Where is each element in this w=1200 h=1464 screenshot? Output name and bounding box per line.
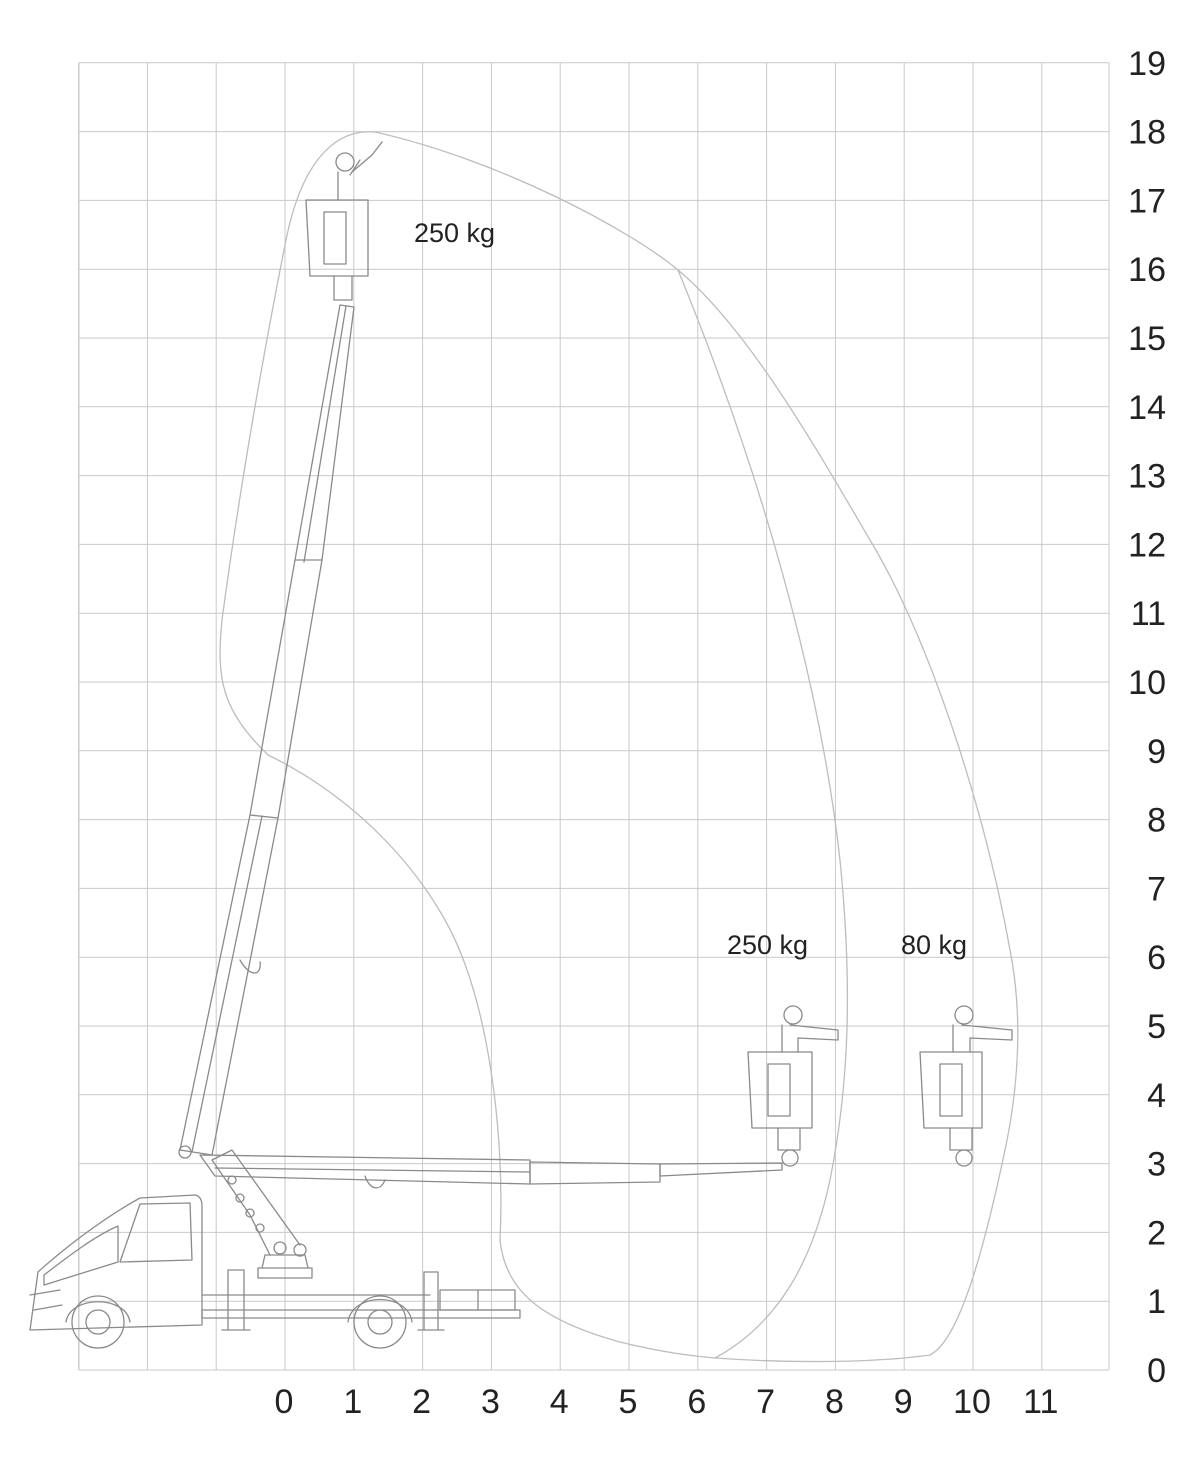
x-tick-label: 7 [756, 1383, 776, 1421]
x-tick-label: 6 [687, 1383, 707, 1421]
x-tick-label: 9 [893, 1383, 913, 1421]
outer-basket-group [920, 1006, 1012, 1166]
x-tick-label: 8 [824, 1383, 844, 1421]
x-tick-label: 4 [549, 1383, 569, 1421]
y-tick-label: 11 [1130, 595, 1166, 634]
y-tick-label: 0 [1147, 1352, 1166, 1390]
y-tick-label: 7 [1147, 870, 1166, 909]
y-tick-label: 17 [1128, 182, 1166, 221]
x-tick-label: 1 [343, 1383, 363, 1421]
y-tick-label: 18 [1128, 113, 1166, 152]
x-tick-label: 3 [480, 1383, 500, 1421]
y-tick-label: 6 [1147, 939, 1166, 978]
x-tick-label: 10 [953, 1383, 991, 1421]
load-label-mid: 250 kg [727, 930, 809, 960]
y-tick-label: 13 [1128, 457, 1166, 496]
front-outrigger [222, 1270, 250, 1330]
x-tick-label: 2 [412, 1383, 432, 1421]
y-tick-label: 15 [1128, 320, 1166, 358]
x-tick-label: 5 [618, 1383, 638, 1421]
worker-mid-icon [784, 1006, 802, 1024]
worker-outer-icon [955, 1006, 973, 1024]
y-tick-label: 10 [1128, 664, 1166, 702]
worker-top-icon [336, 153, 354, 171]
vertical-boom [179, 142, 382, 1158]
outer-envelope-line [220, 132, 1018, 1362]
y-tick-label: 16 [1128, 251, 1166, 290]
y-tick-label: 4 [1147, 1076, 1166, 1115]
y-tick-label: 1 [1147, 1283, 1166, 1322]
y-tick-label: 8 [1147, 801, 1166, 840]
truck [30, 1150, 520, 1348]
load-label-outer: 80 kg [901, 930, 968, 960]
y-tick-label: 3 [1147, 1145, 1166, 1184]
y-tick-label: 2 [1147, 1214, 1166, 1253]
front-wheel-icon [72, 1296, 124, 1348]
y-tick-label: 14 [1128, 388, 1166, 427]
y-tick-label: 19 [1128, 44, 1166, 83]
horizontal-boom [200, 1006, 838, 1188]
working-envelope [220, 132, 1018, 1362]
y-axis-tick-labels [1128, 45, 1166, 1390]
x-tick-label: 11 [1023, 1383, 1059, 1421]
grid [79, 63, 1109, 1370]
x-axis-tick-labels [275, 1383, 1059, 1421]
load-label-top: 250 kg [414, 218, 496, 248]
inner-envelope-line [678, 270, 847, 1358]
y-tick-label: 12 [1128, 526, 1166, 565]
y-tick-label: 5 [1147, 1008, 1166, 1046]
y-tick-label: 9 [1147, 732, 1166, 771]
x-tick-label: 0 [274, 1383, 294, 1421]
